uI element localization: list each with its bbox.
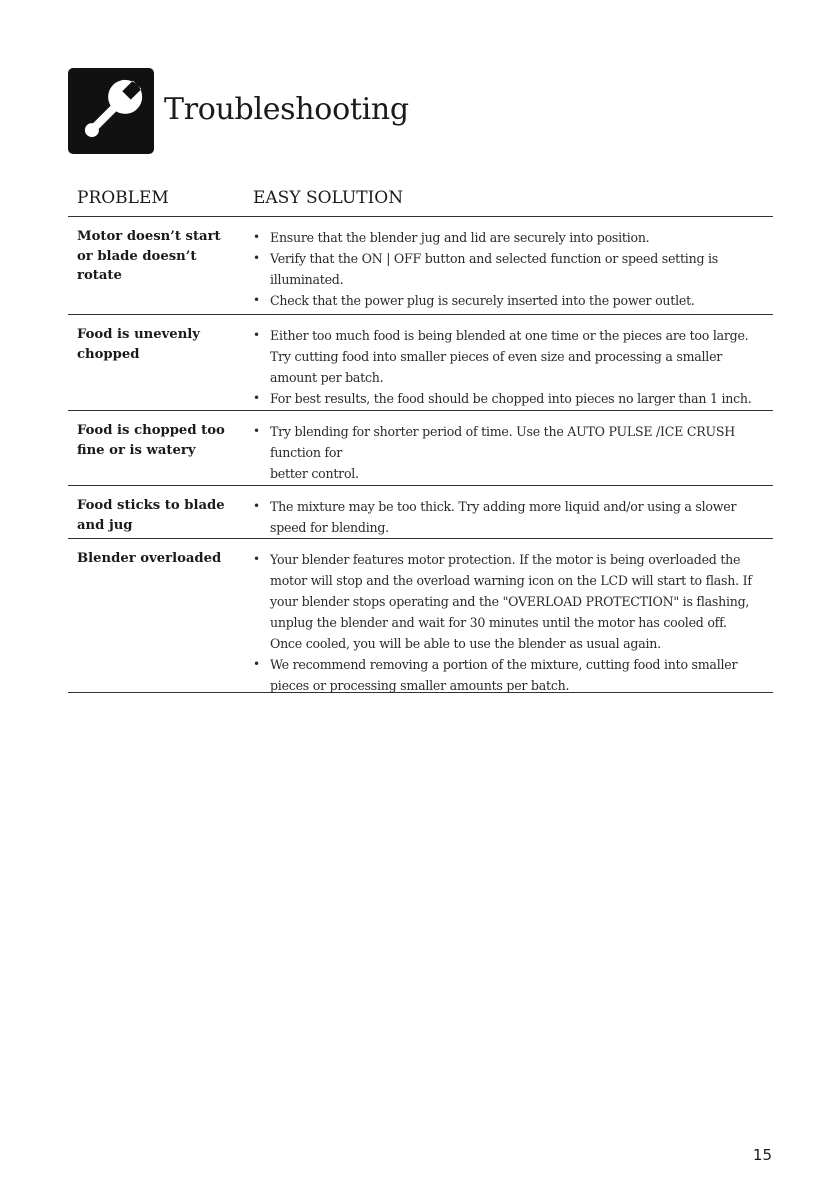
solution-item: [253, 421, 758, 484]
problem-cell: Motor doesn’t start or blade doesn’t rotate: [77, 229, 221, 283]
column-header-problem: PROBLEM: [77, 188, 169, 208]
solution-text: Your blender features motor protection. If the motor is being overloaded the motor will stop and the overload warning icon on the LCD will start to flash. If your blender stops operating and the "OVERLOAD PROTECTION" is flashing, unplug the blender and wait for 30 minutes until the motor has cooled off. Once cooled, you will be able to use the blender as usual again.: [270, 552, 752, 651]
troubleshooting-table: [68, 186, 773, 693]
table-body: [68, 217, 773, 693]
table-row: [68, 217, 773, 315]
table-row: [68, 486, 773, 539]
solution-item: [253, 248, 758, 290]
bullet-icon: •: [253, 251, 260, 265]
bullet-icon: •: [253, 552, 260, 566]
bullet-icon: •: [253, 293, 260, 307]
solution-list: [253, 549, 758, 696]
bullet-icon: •: [253, 499, 260, 513]
bullet-icon: •: [253, 328, 260, 342]
solution-text: Either too much food is being blended at one time or the pieces are too large. Try cutting food into smaller pieces of even size and processing a smaller amount per batch.: [270, 328, 749, 385]
page-number: 15: [752, 1146, 772, 1164]
bullet-icon: •: [253, 230, 260, 244]
column-header-solution: EASY SOLUTION: [253, 188, 404, 208]
solution-list: [253, 227, 758, 311]
solution-text: Try blending for shorter period of time. Use the AUTO PULSE /ICE CRUSH function for better control.: [270, 424, 735, 481]
solution-text: Ensure that the blender jug and lid are securely into position.: [270, 230, 650, 245]
solution-item: [253, 549, 758, 654]
solution-item: [253, 388, 758, 409]
solution-text: The mixture may be too thick. Try adding more liquid and/or using a slower speed for blending.: [270, 499, 737, 535]
solution-list: [253, 421, 758, 484]
problem-cell: Blender overloaded: [77, 551, 222, 566]
solution-item: [253, 325, 758, 388]
solution-item: [253, 290, 758, 311]
problem-cell: Food is chopped too fine or is watery: [77, 423, 225, 458]
solution-item: [253, 654, 758, 696]
table-header: [68, 186, 773, 217]
solution-text: Verify that the ON | OFF button and selected function or speed setting is illuminated.: [270, 251, 718, 287]
bullet-icon: •: [253, 391, 260, 405]
table-row: [68, 411, 773, 486]
solution-item: [253, 227, 758, 248]
solution-list: [253, 325, 758, 409]
table-row: [68, 539, 773, 693]
bullet-icon: •: [253, 424, 260, 438]
solution-text: We recommend removing a portion of the mixture, cutting food into smaller pieces or processing smaller amounts per batch.: [270, 657, 738, 693]
solution-text: For best results, the food should be chopped into pieces no larger than 1 inch.: [270, 391, 752, 406]
solution-list: [253, 496, 758, 538]
table-row: [68, 315, 773, 411]
problem-cell: Food sticks to blade and jug: [77, 498, 225, 533]
page-title: Troubleshooting: [164, 92, 409, 127]
problem-cell: Food is unevenly chopped: [77, 327, 200, 362]
bullet-icon: •: [253, 657, 260, 671]
wrench-icon: [68, 68, 154, 154]
solution-text: Check that the power plug is securely inserted into the power outlet.: [270, 293, 695, 308]
solution-item: [253, 496, 758, 538]
